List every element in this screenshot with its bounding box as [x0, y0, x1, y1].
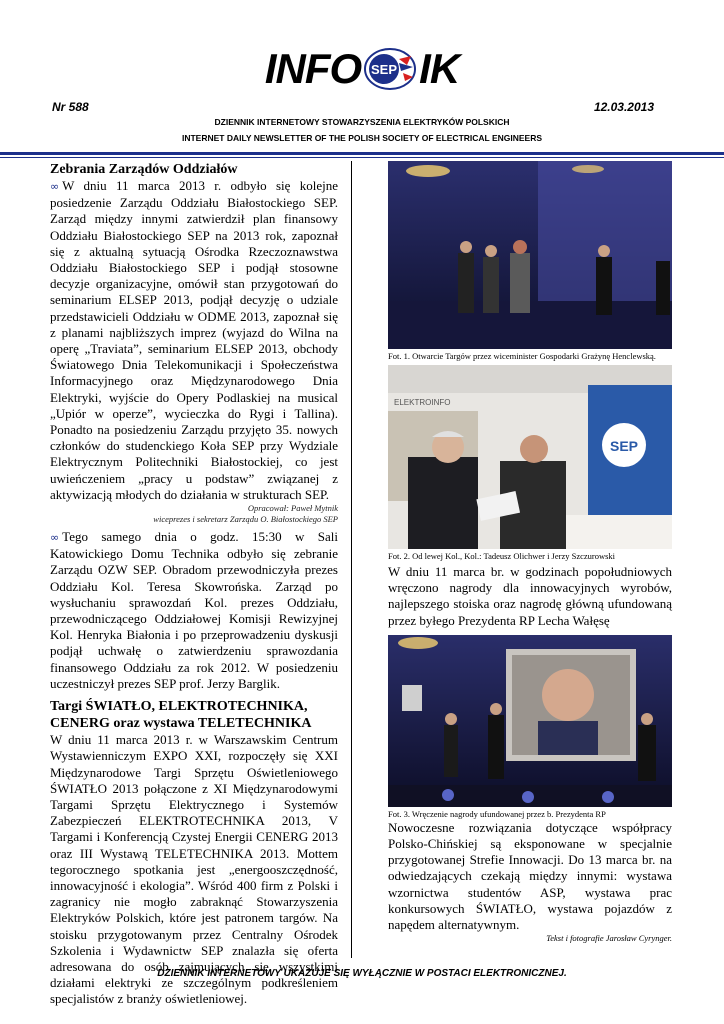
photo-2-stand: [388, 365, 672, 549]
article2-paragraph2: W dniu 11 marca br. w godzinach popołudniowych wręczono nagrody dla innowacyjnych wyrobów, najlepszego stoiska oraz nagrodę główną ufundowaną przez byłego Prezydenta RP Lecha Wałęsę: [388, 564, 672, 628]
subtitle-english: INTERNET DAILY NEWSLETTER OF THE POLISH SOCIETY OF ELECTRICAL ENGINEERS: [181, 133, 543, 143]
issue-number: Nr 588: [52, 100, 89, 114]
masthead: [0, 0, 724, 160]
subtitle-polish: DZIENNIK INTERNETOWY STOWARZYSZENIA ELEKTRYKÓW POLSKICH: [214, 117, 510, 127]
article2-paragraph3: Nowoczesne rozwiązania dotyczące współpracy Polsko-Chińskiej są eksponowane w specjalnie przygotowanej Strefie Innowacji. Do 13 marca br. na odwiedzających czekają między innymi: wystawa wzornictwa studentów ASP, wystawa prac konkursowych ŚWIATŁO, wystawa pojazdów z napędem alternatywnym.: [388, 819, 672, 933]
article1-paragraph1-text: W dniu 11 marca 2013 r. odbyło się kolejne posiedzenie Zarządu Oddziału Białostockiego SEP. Zarząd między innymi zatwierdził plan finansowy Oddziału Białostockiego SEP na 2013 rok, zapoznał się z aktualną sytuacją Ośrodka Rzeczoznawstwa Oddziału Białostockiego SEP i podjął stosowne decyzje organizacyjne, omówił stan przygotowań do seminarium ELSEP 2013, podjął decyzję o udziale przedstawicieli Oddziału w ODME 2013, zapoznał się z planami najbliższych imprez (wyjazd do Wilna na operę „Traviata”, seminarium ELSEP 2013, obchody Światowego Dnia Telekomunikacji i Społeczeństwa Informacyjnego oraz Międzynarodowego Dnia Elektryki, wyjście do Opery Podlaskiej na musical „Upiór w operze”, wycieczka do Rygi i Tallina). Ponadto na posiedzeniu Zarządu przyjęto 35. nowych członków do studenckiego Koła SEP przy Wydziale Elektrycznym Politechniki Białostockiej, co jest uwieńczeniem „pracy u podstaw” związanej z aktywizacją młodych do działania w strukturach SEP.: [50, 178, 338, 502]
article1-credit-role: wiceprezes i sekretarz Zarządu O. Białostockiego SEP: [153, 514, 338, 525]
article1-paragraph1: [50, 178, 338, 503]
photo2-sign-elektroinfo: ELEKTROINFO: [394, 398, 451, 407]
sep-emblem-icon: [363, 47, 417, 91]
article2-credit: Tekst i fotografie Jarosław Cyrynger.: [546, 933, 672, 944]
photo-3-caption: Fot. 3. Wręczenie nagrody ufundowanej przez b. Prezydenta RP: [388, 808, 606, 819]
bullet-infinity-icon: ∞: [50, 180, 60, 193]
right-column: [388, 161, 672, 944]
photo2-sign-sep: SEP: [609, 438, 639, 454]
newsletter-logo: [0, 44, 724, 96]
article1-paragraph2: [50, 529, 338, 692]
logo-right-text: IK: [419, 45, 460, 92]
photo-2-caption: Fot. 2. Od lewej Kol., Kol.: Tadeusz Olichwer i Jerzy Szczurowski: [388, 551, 616, 561]
article2-heading: Targi ŚWIATŁO, ELEKTROTECHNIKA, CENERG oraz wystawa TELETECHNIKA: [50, 699, 312, 732]
photo-1-opening: [388, 161, 672, 349]
header-rule-thin: [0, 157, 724, 158]
column-divider: [351, 161, 352, 958]
issue-date: 12.03.2013: [593, 100, 654, 114]
footer-notice: DZIENNIK INTERNETOWY UKAZUJE SIĘ WYŁĄCZNIE W POSTACI ELEKTRONICZNEJ.: [157, 968, 567, 979]
article1-credit-author: Opracował: Paweł Mytnik: [247, 503, 338, 514]
article1-heading: Zebrania Zarządów Oddziałów: [50, 162, 238, 177]
emblem-text: SEP: [371, 62, 398, 77]
photo-1-caption: Fot. 1. Otwarcie Targów przez wiceminister Gospodarki Grażynę Henclewską.: [388, 351, 656, 361]
article1-paragraph2-text: Tego samego dnia o godz. 15:30 w Sali Katowickiego Domu Technika odbyło się zebranie Zarządu OZW SEP. Obradom przewodniczyła prezes Oddziału Kol. Teresa Skowrońska. Zarząd po wysłuchaniu sprawozdań Kol. prezes Oddziału, przewodniczącego Oddziałowej Komisji Rewizyjnej Kol. Henryka Białonia i po przeprowadzeniu dyskusji podjął uchwałę o zatwierdzeniu sprawozdania finansowego Oddziału za rok 2012. W posiedzeniu uczestniczył prezes SEP prof. Jerzy Barglik.: [50, 529, 338, 691]
bullet-infinity-icon: ∞: [50, 531, 60, 545]
article2-paragraph1: W dniu 11 marca 2013 r. w Warszawskim Centrum Wystawienniczym EXPO XXI, rozpoczęły się XXI Międzynarodowe Targi Sprzętu Oświetleniowego ŚWIATŁO 2013 połączone z XI Międzynarodowymi Targami Sprzętu Elektrycznego i Systemów Zabezpieczeń ELEKTROTECHNIKA 2013, V Targami i Konferencją Czystej Energii CENERG 2013 oraz III Wystawą TELETECHNIKA 2013. Mottem tegorocznego spotkania jest „energooszczędność, innowacyjność i ekologia”. Wśród 400 firm z Polski i zagranicy nie mogło zabraknąć Stowarzyszenia Elektryków Polskich, które jest patronem targów. Na stoisku przygotowanym przez Centralny Ośrodek Szkolenia i Wydawnictw SEP znalazła się oferta adresowana do osób zajmujących się wszystkimi działami elektryki ze szczególnym podkreśleniem specjalistów z branży oświetleniowej.: [50, 732, 338, 1007]
photo-3-award: [388, 635, 672, 807]
left-column: [50, 161, 338, 1008]
logo-left-text: INFO: [264, 45, 362, 92]
header-rule: [0, 152, 724, 155]
